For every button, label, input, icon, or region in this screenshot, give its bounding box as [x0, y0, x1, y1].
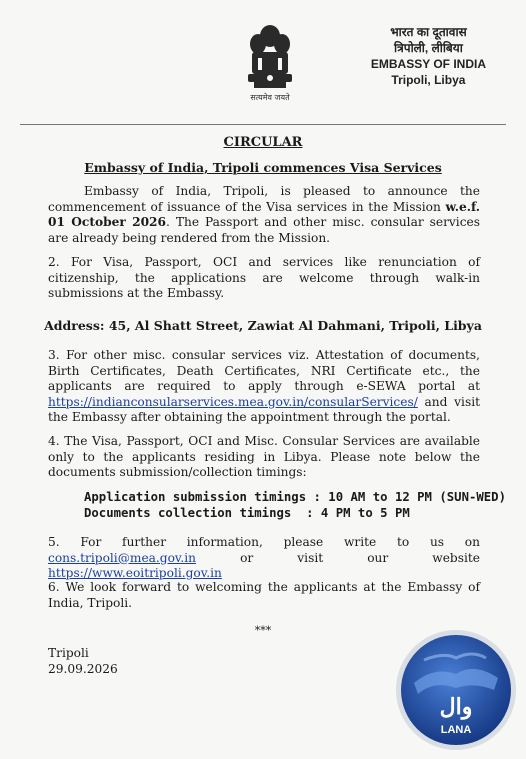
esewa-portal-link[interactable]: https://indianconsularservices.mea.gov.in/consularServices/	[48, 394, 418, 409]
circular-subtitle: Embassy of India, Tripoli commences Visa Services	[84, 160, 442, 175]
end-marker: ***	[254, 624, 272, 637]
timings-block	[84, 490, 506, 521]
paragraph-3	[48, 348, 480, 426]
embassy-website-link[interactable]: https://www.eoitripoli.gov.in	[48, 566, 222, 580]
p1-date: w.e.f. 01 October 2026	[48, 199, 480, 229]
collection-timings: Documents collection timings : 4 PM to 5 PM	[84, 505, 410, 520]
hindi-location: त्रिपोली, लीबिया	[394, 41, 463, 55]
lana-arabic-text: وال	[439, 694, 473, 719]
embassy-letterhead	[371, 24, 486, 88]
english-location: Tripoli, Libya	[391, 73, 466, 87]
p5-text: 5. For further information, please write to us on	[48, 535, 480, 549]
circular-title: CIRCULAR	[223, 135, 303, 150]
signature-block	[48, 646, 118, 677]
emblem-motto: सत्यमेव जयते	[250, 93, 290, 102]
p3-text-end: and visit the Embassy after obtaining the appointment through the portal.	[48, 394, 480, 424]
consular-email-link[interactable]: cons.tripoli@mea.gov.in	[48, 550, 196, 565]
hindi-name: भारत का दूतावास	[390, 25, 467, 39]
p5-text-mid: or visit our website	[196, 550, 480, 565]
english-name: EMBASSY OF INDIA	[370, 57, 486, 71]
paragraph-2: 2. For Visa, Passport, OCI and services like renunciation of citizenship, the applications are welcome through walk-in submissions at the Embassy.	[48, 255, 480, 300]
p1-text: Embassy of India, Tripoli, is pleased to announce the commencement of issuance of the Visa services in the Mission	[48, 184, 480, 214]
paragraph-5	[48, 535, 480, 582]
place: Tripoli	[48, 646, 89, 660]
lana-name: LANA	[440, 724, 472, 736]
paragraph-1	[48, 184, 480, 246]
p3-text: 3. For other misc. consular services viz. Attestation of documents, Birth Certificates, Death Certificates, NRI Certificate etc., the applicants are required to apply through e-SEWA portal at	[48, 348, 480, 393]
submission-timings: Application submission timings : 10 AM to 12 PM (SUN-WED)	[84, 490, 506, 504]
date: 29.09.2026	[48, 661, 118, 676]
embassy-address: Address: 45, Al Shatt Street, Zawiat Al Dahmani, Tripoli, Libya	[44, 318, 482, 333]
header-divider	[20, 124, 506, 125]
paragraph-4: 4. The Visa, Passport, OCI and Misc. Consular Services are available only to the applicants residing in Libya. Please note below the documents submission/collection timings:	[48, 434, 480, 479]
paragraph-6: 6. We look forward to welcoming the applicants at the Embassy of India, Tripoli.	[48, 580, 480, 610]
p1-text-end: . The Passport and other misc. consular services are already being rendered from the Mission.	[48, 215, 480, 245]
